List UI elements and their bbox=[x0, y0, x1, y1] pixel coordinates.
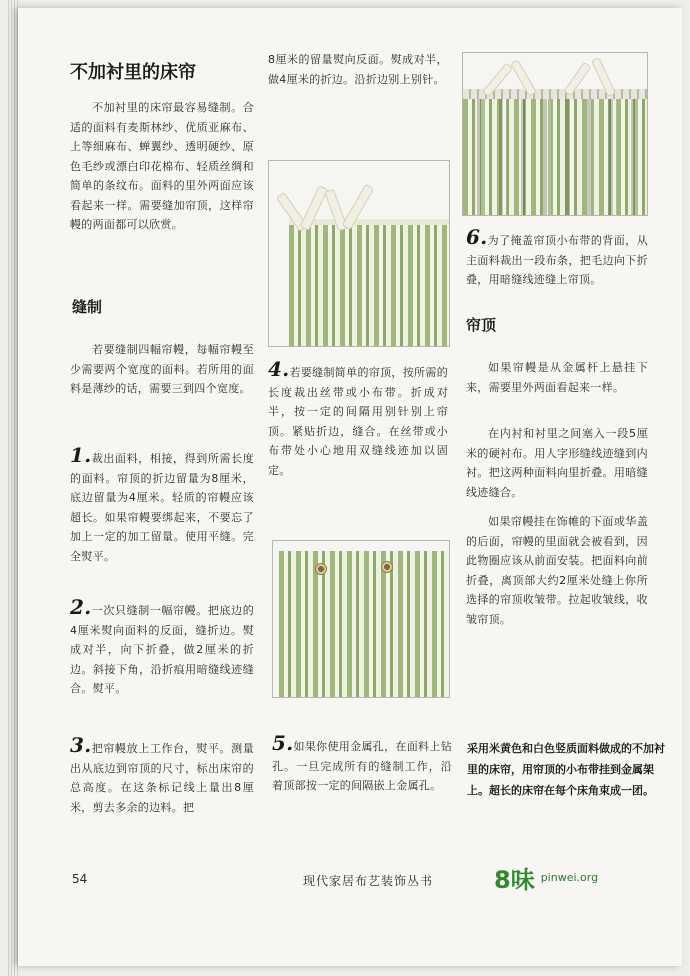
grommet bbox=[315, 563, 327, 575]
logo-mark: 8味 bbox=[494, 866, 535, 894]
step-number: 5. bbox=[272, 731, 294, 755]
photo-ribbon-ties bbox=[268, 160, 450, 347]
step-3 bbox=[70, 733, 254, 817]
fabric-gathers bbox=[463, 93, 647, 215]
site-logo bbox=[494, 860, 598, 895]
step-text: 若要缝制简单的帘顶，按所需的长度裁出丝带或小布带。折成对半，按一定的间隔用别针别上帘顶。紧贴折边，缝合。在丝带或小布带处小心地用双缝线迹加以固定。 bbox=[268, 366, 448, 477]
step-text: 裁出面料，相接，得到所需长度的面料。帘顶的折边留量为8厘米，底边留量为4厘米。轻质的帘幔应该超长。如果帘幔要绑起来，不要忘了加上一定的加工留量。使用平缝。完全熨平。 bbox=[70, 452, 254, 563]
step-text: 一次只缝制一幅帘幔。把底边的4厘米熨向面料的反面，缝折边。熨成对半，向下折叠，做2厘米的折边。斜接下角，沿折痕用暗缝线迹缝合。熨平。 bbox=[70, 604, 254, 695]
photo-caption: 采用米黄色和白色竖质面料做成的不加衬里的床帘，用帘顶的小布带挂到金属架上。超长的床帘在每个床角束成一团。 bbox=[467, 742, 665, 797]
intro-paragraph: 不加衬里的床帘最容易缝制。合适的面料有麦斯林纱、优质亚麻布、上等细麻布、蝉翼纱、透明硬纱、原色毛纱或漂白印花棉布、轻质丝绸和简单的条纹布。面料的里外两面应该看起来一样。需要缝加帘顶，这样帘幔的两面都可以欣赏。 bbox=[70, 101, 254, 231]
sew-intro-paragraph: 若要缝制四幅帘幔，每幅帘幔至少需要两个宽度的面料。若所用的面料是薄纱的话，需要三到四个宽度。 bbox=[70, 343, 254, 395]
step-2 bbox=[70, 595, 254, 699]
step-text: 为了掩盖帘顶小布带的背面，从主面料裁出一段布条，把毛边向下折叠，用暗缝线迹缝上帘顶。 bbox=[466, 234, 648, 286]
step-4 bbox=[268, 357, 448, 480]
page-title: 不加衬里的床帘 bbox=[70, 62, 196, 83]
step-text: 如果你使用金属孔，在面料上钻孔。一旦完成所有的缝制工作，沿着顶部按一定的间隔嵌上金属孔。 bbox=[272, 740, 452, 792]
photo-grommets bbox=[272, 540, 450, 698]
step-5 bbox=[272, 731, 452, 796]
step-6 bbox=[466, 225, 648, 290]
step-number: 6. bbox=[466, 225, 488, 249]
step-text: 8厘米的留量熨向反面。熨成对半，做4厘米的折边。沿折边别上别针。 bbox=[268, 53, 448, 86]
page-number: 54 bbox=[72, 872, 88, 886]
valance-paragraph-1: 如果帘幔是从金属杆上悬挂下来，需要里外两面看起来一样。 bbox=[466, 361, 648, 394]
striped-fabric bbox=[289, 219, 449, 346]
valance-paragraph-3: 如果帘幔挂在饰帷的下面或华盖的后面，帘幔的里面就会被看到，因此物圈应该从前面安装。把面料向前折叠，离顶部大约2厘米处缝上你所选择的帘顶收皱带。拉起收皱线，收皱帘顶。 bbox=[466, 515, 648, 626]
step-number: 4. bbox=[268, 357, 290, 381]
logo-text: pinwei.org bbox=[540, 871, 599, 884]
grommet bbox=[381, 561, 393, 573]
striped-fabric bbox=[279, 551, 449, 697]
step-number: 1. bbox=[70, 443, 92, 467]
step-3-continued bbox=[268, 50, 448, 89]
book-title: 现代家居布艺装饰丛书 bbox=[303, 874, 434, 888]
step-1 bbox=[70, 443, 254, 566]
step-number: 3. bbox=[70, 733, 92, 757]
section-heading-valance: 帘顶 bbox=[466, 316, 497, 334]
step-number: 2. bbox=[70, 595, 92, 619]
step-text: 把帘幔放上工作台，熨平。测量出从底边到帘顶的尺寸，标出床帘的总高度。在这条标记线上量出8厘米，剪去多余的边料。把 bbox=[70, 742, 254, 814]
photo-gathered-heading bbox=[462, 52, 648, 216]
section-heading-sew: 缝制 bbox=[72, 298, 103, 316]
valance-paragraph-2: 在内衬和衬里之间塞入一段5厘米的硬衬布。用人字形缝线迹缝到内衬。把这两种面料向里折叠。用暗缝线迹缝合。 bbox=[466, 427, 648, 499]
